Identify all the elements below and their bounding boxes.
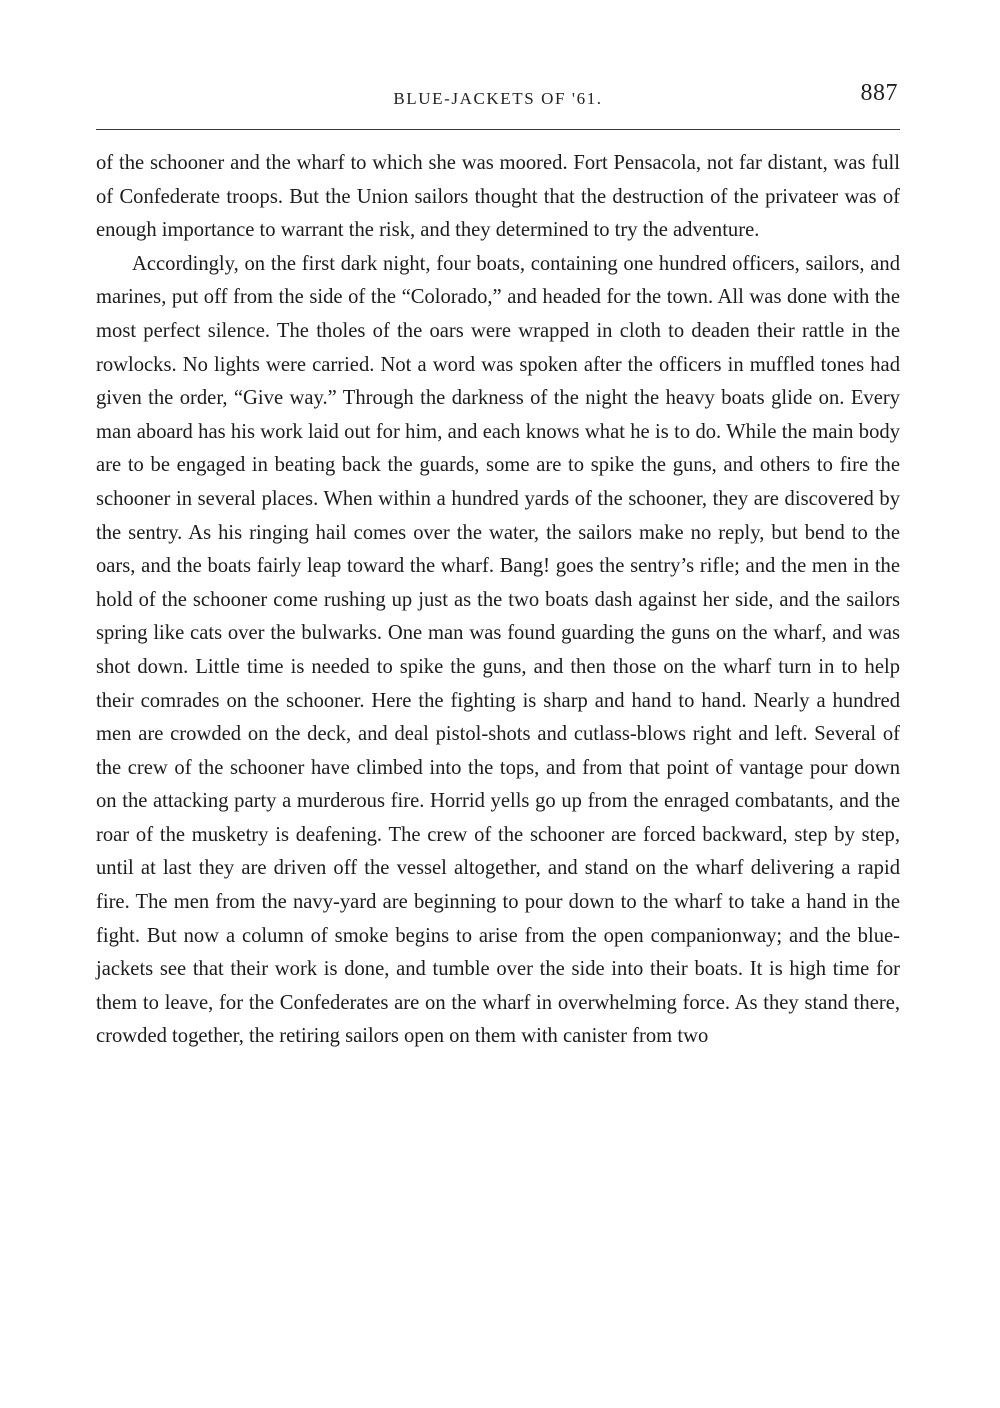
paragraph: Accordingly, on the first dark night, four boats, containing one hundred officers, sailors, and marines, put off from the side of the “Colorado,” and headed for the town. All was done with the most perfect silence. The tholes of the oars were wrapped in cloth to deaden their rattle in the rowlocks. No lights were carried. Not a word was spoken after the officers in muffled tones had given the order, “Give way.” Through the darkness of the night the heavy boats glide on. Every man aboard has his work laid out for him, and each knows what he is to do. While the main body are to be engaged in beating back the guards, some are to spike the guns, and others to fire the schooner in several places. When within a hundred yards of the schooner, they are discovered by the sentry. As his ringing hail comes over the water, the sailors make no reply, but bend to the oars, and the boats fairly leap toward the wharf. Bang! goes the sentry’s rifle; and the men in the hold of the schooner come rushing up just as the two boats dash against her side, and the sailors spring like cats over the bulwarks. One man was found guarding the guns on the wharf, and was shot down. Little time is needed to spike the guns, and then those on the wharf turn in to help their comrades on the schooner. Here the fighting is sharp and hand to hand. Nearly a hundred men are crowded on the deck, and deal pistol-shots and cutlass-blows right and left. Several of the crew of the schooner have climbed into the tops, and from that point of vantage pour down on the attacking party a murderous fire. Horrid yells go up from the enraged combatants, and the roar of the musketry is deafening. The crew of the schooner are forced backward, step by step, until at last they are driven off the vessel altogether, and stand on the wharf delivering a rapid fire. The men from the navy-yard are beginning to pour down to the wharf to take a hand in the fight. But now a column of smoke begins to arise from the open companionway; and the blue-jackets see that their work is done, and tumble over the side into their boats. It is high time for them to leave, for the Confederates are on the wharf in overwhelming force. As they stand there, crowded together, the retiring sailors open on them with canister from two xyxy=(96,252,900,1048)
page-number: 887 xyxy=(860,80,898,106)
header-rule xyxy=(96,129,900,130)
body-text xyxy=(96,147,900,1054)
running-title: BLUE-JACKETS OF '61. xyxy=(393,89,603,108)
paragraph-continued: of the schooner and the wharf to which she was moored. Fort Pensacola, not far distant, was full of Confederate troops. But the Union sailors thought that the destruction of the privateer was of enough importance to warrant the risk, and they determined to try the adventure. xyxy=(96,152,900,242)
running-head xyxy=(96,80,900,120)
